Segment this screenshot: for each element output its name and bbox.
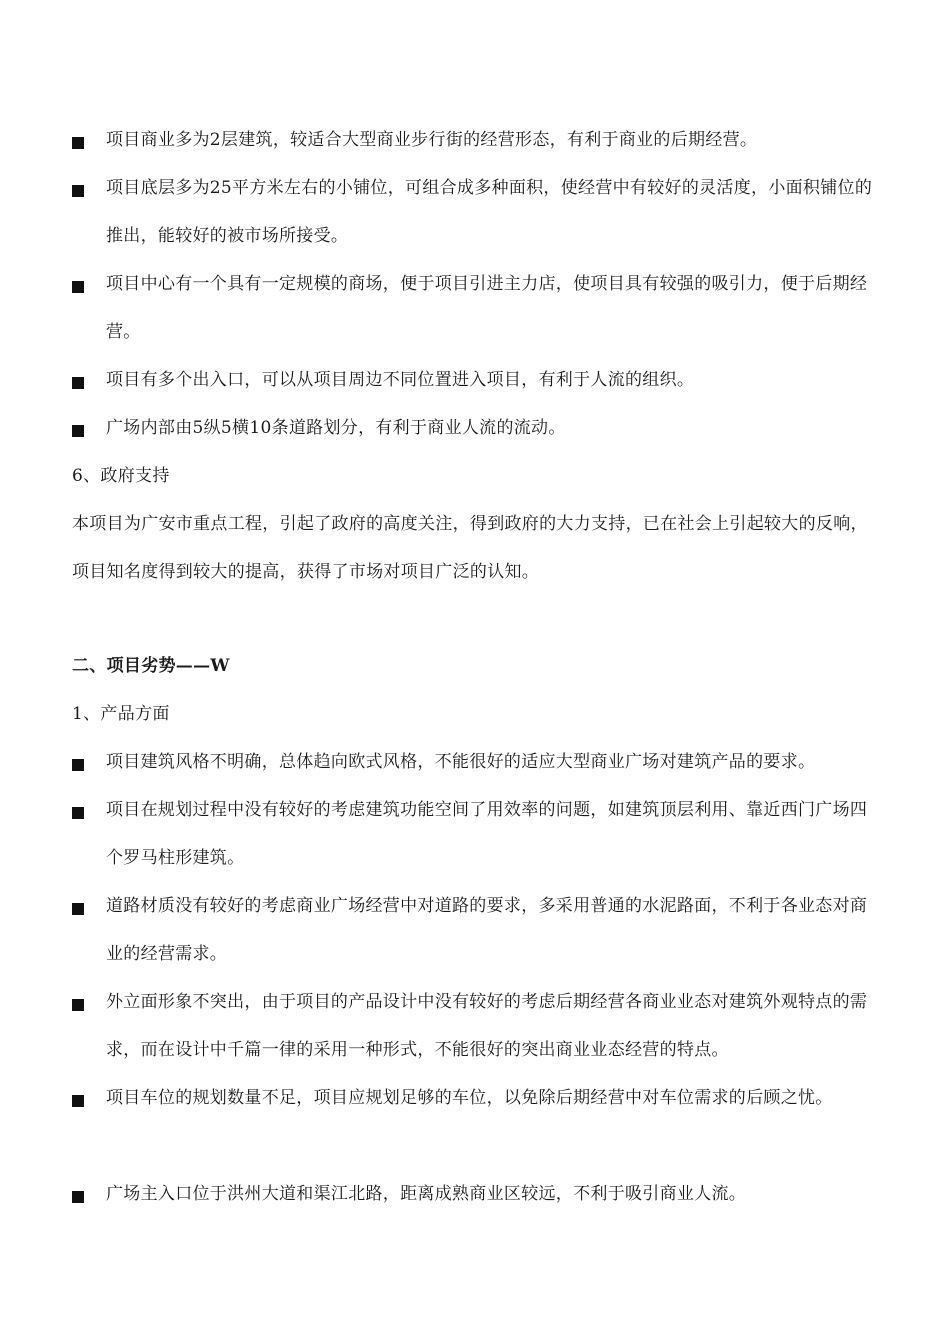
advantage-item-text: 项目底层多为25平方米左右的小铺位，可组合成多种面积，使经营中有较好的灵活度，小面积铺位的推出，能较好的被市场所接受。: [106, 178, 873, 246]
square-bullet-icon: [72, 185, 84, 197]
advantage-item-text: 广场内部由5纵5横10条道路划分，有利于商业人流的流动。: [106, 418, 566, 438]
square-bullet-icon: [72, 903, 84, 915]
weakness-item-text: 广场主入口位于洪州大道和渠江北路，距离成熟商业区较远，不利于吸引商业人流。: [106, 1184, 747, 1204]
weakness-item-text: 项目在规划过程中没有较好的考虑建筑功能空间了用效率的问题，如建筑顶层利用、靠近西门广场四个罗马柱形建筑。: [106, 800, 868, 868]
square-bullet-icon: [72, 377, 84, 389]
weakness-item-text: 项目建筑风格不明确，总体趋向欧式风格，不能很好的适应大型商业广场对建筑产品的要求。: [106, 752, 816, 772]
weakness-item-text: 项目车位的规划数量不足，项目应规划足够的车位，以免除后期经营中对车位需求的后顾之忧。: [106, 1088, 833, 1108]
square-bullet-icon: [72, 807, 84, 819]
square-bullet-icon: [72, 281, 84, 293]
government-support-title: 6、政府支持: [72, 466, 170, 486]
weakness-item-text: 道路材质没有较好的考虑商业广场经营中对道路的要求，多采用普通的水泥路面，不利于各业态对商业的经营需求。: [106, 896, 868, 964]
advantage-item-text: 项目商业多为2层建筑，较适合大型商业步行街的经营形态，有利于商业的后期经营。: [106, 130, 758, 150]
weakness-section-title: 二、项目劣势——W: [72, 656, 230, 676]
advantage-item-text: 项目中心有一个具有一定规模的商场，便于项目引进主力店，使项目具有较强的吸引力，便于后期经营。: [106, 274, 868, 342]
square-bullet-icon: [72, 425, 84, 437]
square-bullet-icon: [72, 137, 84, 149]
square-bullet-icon: [72, 999, 84, 1011]
square-bullet-icon: [72, 1191, 84, 1203]
product-subtitle: 1、产品方面: [72, 704, 170, 724]
advantage-item-text: 项目有多个出入口，可以从项目周边不同位置进入项目，有利于人流的组织。: [106, 370, 695, 390]
weakness-item-text: 外立面形象不突出，由于项目的产品设计中没有较好的考虑后期经营各商业业态对建筑外观特点的需求，而在设计中千篇一律的采用一种形式，不能很好的突出商业业态经营的特点。: [106, 992, 868, 1060]
square-bullet-icon: [72, 1095, 84, 1107]
government-support-paragraph: 本项目为广安市重点工程，引起了政府的高度关注，得到政府的大力支持，已在社会上引起较大的反响，项目知名度得到较大的提高，获得了市场对项目广泛的认知。: [72, 514, 868, 582]
square-bullet-icon: [72, 759, 84, 771]
